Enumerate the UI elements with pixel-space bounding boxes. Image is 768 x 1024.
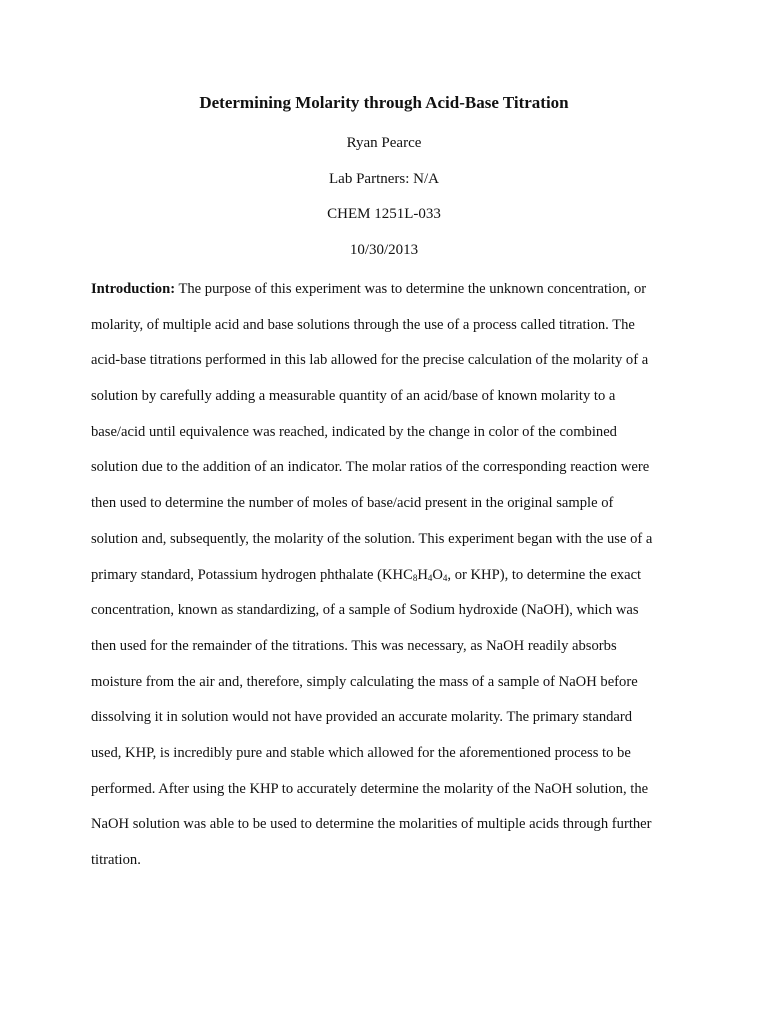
paragraph-line: moisture from the air and, therefore, simply calculating the mass of a sample of NaOH before — [91, 673, 638, 690]
subscript: 4 — [442, 572, 448, 583]
paragraph-line: dissolving it in solution would not have provided an accurate molarity. The primary standard — [91, 709, 633, 726]
line-text: , or KHP), to determine the exact — [447, 566, 642, 583]
paragraph-line: concentration, known as standardizing, of a sample of Sodium hydroxide (NaOH), which was — [91, 602, 639, 619]
subscript: 4 — [427, 572, 433, 583]
paragraph-line: solution and, subsequently, the molarity of the solution. This experiment began with the use of a — [91, 530, 653, 547]
formula-element: H — [417, 566, 428, 583]
lab-partners: Lab Partners: N/A — [329, 171, 439, 187]
line-text: primary standard, Potassium hydrogen phthalate (KHC — [91, 566, 413, 583]
paragraph-line: solution by carefully adding a measurable quantity of an acid/base of known molarity to a — [91, 388, 616, 405]
document-title: Determining Molarity through Acid-Base Titration — [199, 93, 569, 112]
paragraph-line: acid-base titrations performed in this lab allowed for the precise calculation of the molarity of a — [91, 352, 649, 369]
paragraph-line: titration. — [91, 852, 141, 868]
introduction-paragraph — [91, 272, 681, 879]
report-date: 10/30/2013 — [349, 242, 419, 258]
author-name: Ryan Pearce — [346, 135, 422, 151]
paragraph-line-formula — [91, 558, 681, 594]
paragraph-line: molarity, of multiple acid and base solutions through the use of a process called titration. The — [91, 316, 635, 333]
paragraph-line: used, KHP, is incredibly pure and stable which allowed for the aforementioned process to be — [91, 744, 631, 761]
paragraph-line: NaOH solution was able to be used to determine the molarities of multiple acids through further — [91, 816, 652, 833]
paragraph-line: base/acid until equivalence was reached, indicated by the change in color of the combined — [91, 423, 617, 440]
course-code: CHEM 1251L-033 — [327, 206, 441, 222]
paragraph-line: then used for the remainder of the titrations. This was necessary, as NaOH readily absorbs — [91, 637, 617, 654]
subscript: 8 — [412, 572, 418, 583]
paragraph-line: then used to determine the number of moles of base/acid present in the original sample of — [91, 495, 614, 512]
line-text: The purpose of this experiment was to determine the unknown concentration, or — [175, 281, 647, 297]
introduction-label: Introduction: — [91, 281, 176, 297]
paragraph-line: performed. After using the KHP to accurately determine the molarity of the NaOH solution, the — [91, 780, 649, 797]
formula-element: O — [432, 566, 443, 583]
paragraph-line: solution due to the addition of an indicator. The molar ratios of the corresponding reaction were — [91, 459, 650, 476]
paragraph-line — [91, 272, 681, 308]
